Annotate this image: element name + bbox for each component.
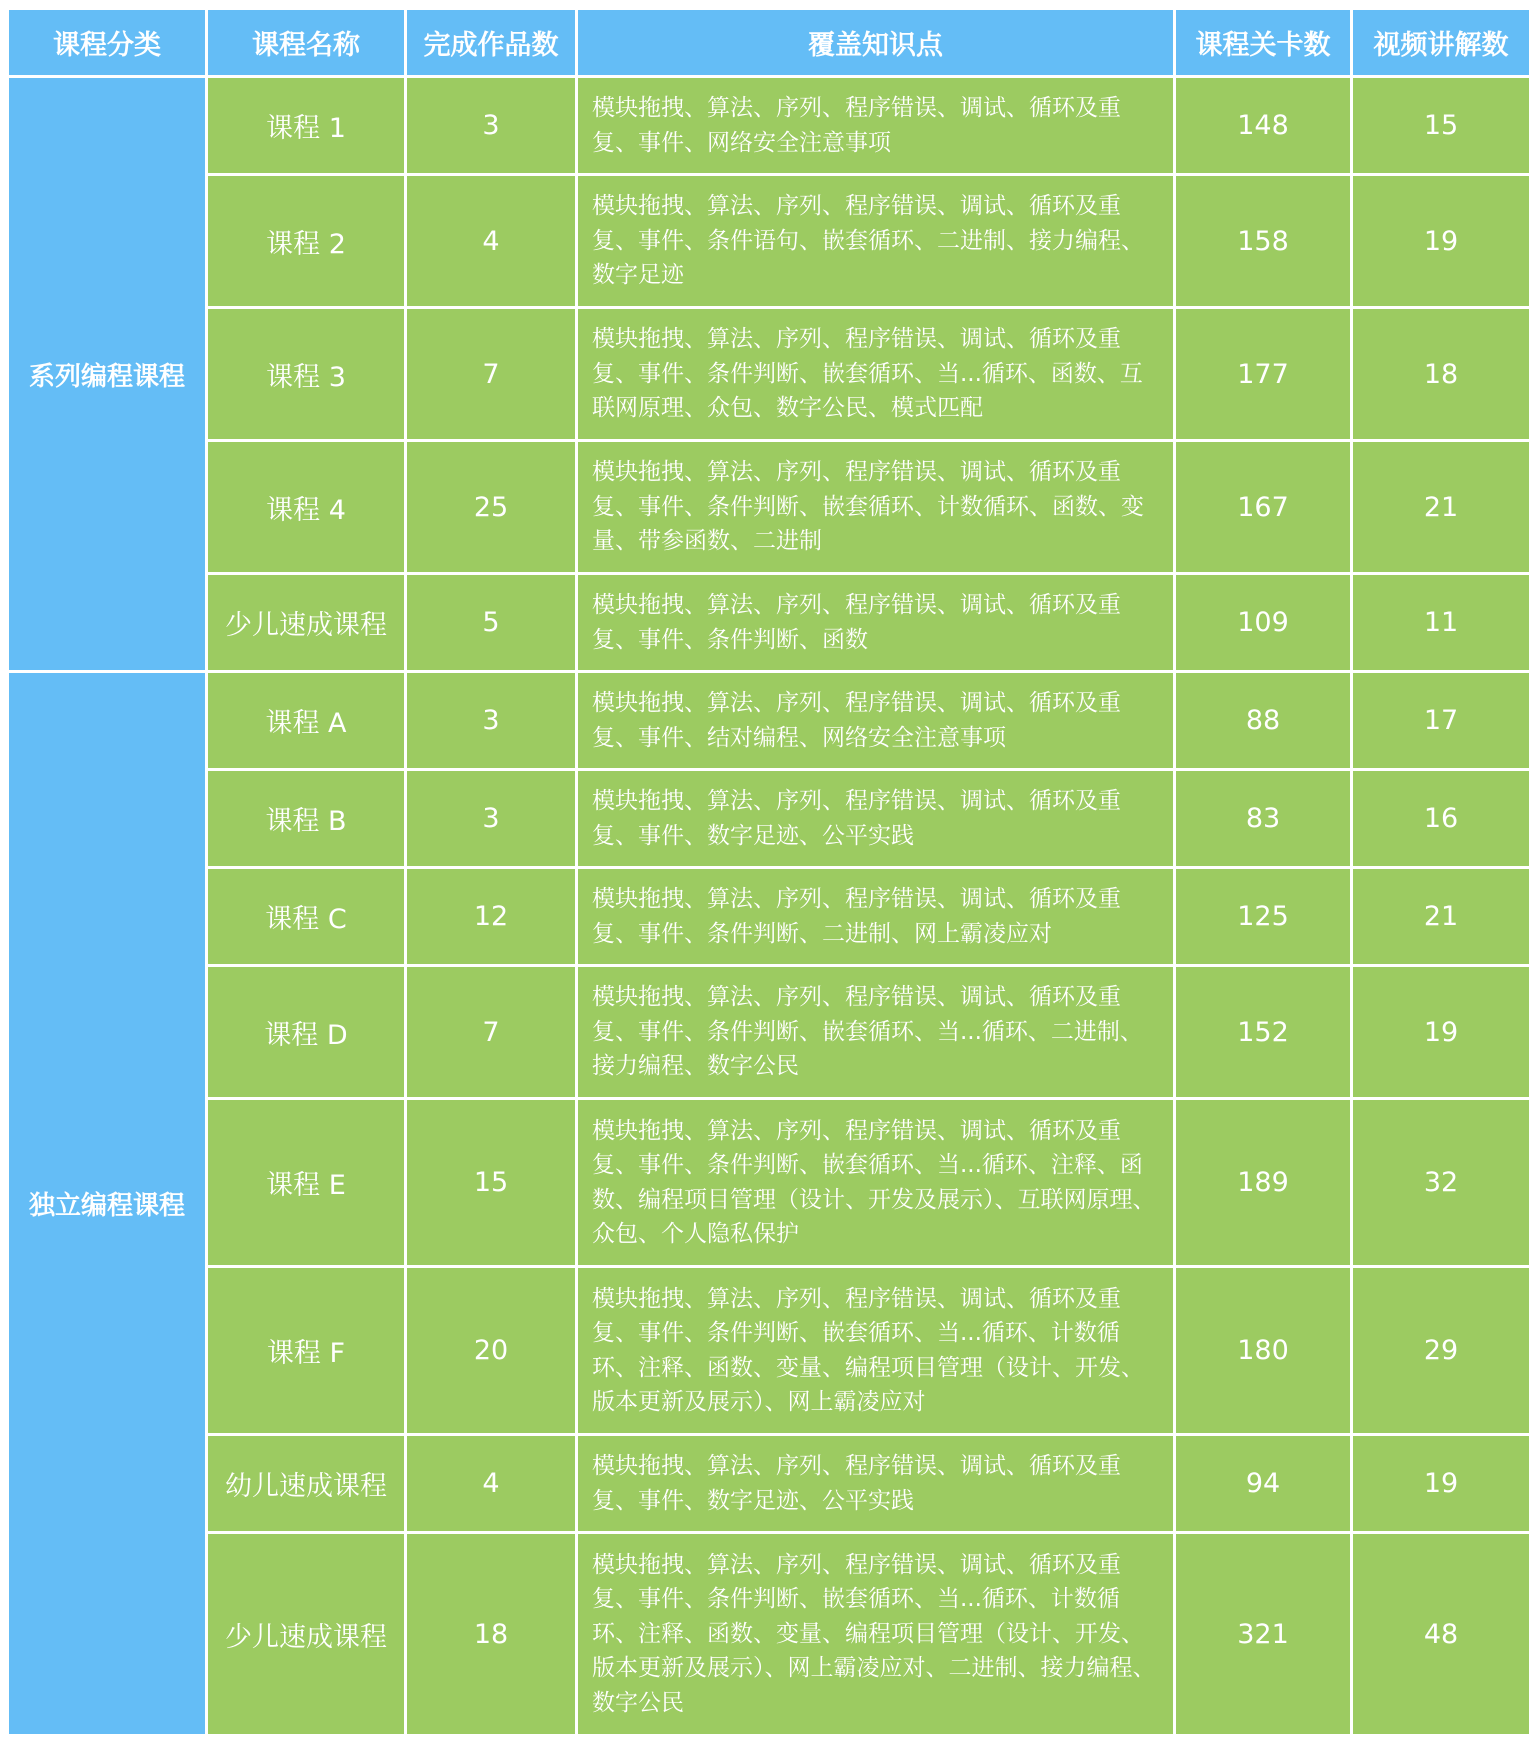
- videos-count-cell: 19: [1353, 1436, 1529, 1531]
- table-row: [9, 575, 1529, 670]
- course-name-cell: 课程 C: [208, 869, 404, 964]
- works-count-cell: 3: [407, 78, 575, 173]
- table-row: [9, 771, 1529, 866]
- levels-count-cell: 94: [1176, 1436, 1350, 1531]
- works-count-cell: 3: [407, 673, 575, 768]
- course-name-cell: 课程 B: [208, 771, 404, 866]
- videos-count-cell: 21: [1353, 442, 1529, 572]
- videos-count-cell: 11: [1353, 575, 1529, 670]
- videos-count-cell: 15: [1353, 78, 1529, 173]
- topics-cell: 模块拖拽、算法、序列、程序错误、调试、循环及重复、事件、条件判断、嵌套循环、计数循环、函数、变量、带参函数、二进制: [578, 442, 1173, 572]
- videos-count-cell: 32: [1353, 1100, 1529, 1265]
- topics-cell: 模块拖拽、算法、序列、程序错误、调试、循环及重复、事件、数字足迹、公平实践: [578, 771, 1173, 866]
- works-count-cell: 18: [407, 1534, 575, 1734]
- levels-count-cell: 152: [1176, 967, 1350, 1097]
- videos-count-cell: 48: [1353, 1534, 1529, 1734]
- videos-count-cell: 16: [1353, 771, 1529, 866]
- levels-count-cell: 177: [1176, 309, 1350, 439]
- table-row: [9, 1100, 1529, 1265]
- works-count-cell: 4: [407, 176, 575, 306]
- course-name-cell: 课程 D: [208, 967, 404, 1097]
- topics-cell: 模块拖拽、算法、序列、程序错误、调试、循环及重复、事件、条件判断、函数: [578, 575, 1173, 670]
- levels-count-cell: 148: [1176, 78, 1350, 173]
- table-row: [9, 176, 1529, 306]
- levels-count-cell: 83: [1176, 771, 1350, 866]
- levels-count-cell: 109: [1176, 575, 1350, 670]
- table-row: [9, 309, 1529, 439]
- course-name-cell: 少儿速成课程: [208, 1534, 404, 1734]
- course-name-cell: 课程 2: [208, 176, 404, 306]
- levels-count-cell: 88: [1176, 673, 1350, 768]
- works-count-cell: 7: [407, 967, 575, 1097]
- course-table: [6, 7, 1532, 1737]
- videos-count-cell: 19: [1353, 967, 1529, 1097]
- topics-cell: 模块拖拽、算法、序列、程序错误、调试、循环及重复、事件、数字足迹、公平实践: [578, 1436, 1173, 1531]
- videos-count-cell: 17: [1353, 673, 1529, 768]
- table-row: [9, 78, 1529, 173]
- course-name-cell: 课程 A: [208, 673, 404, 768]
- levels-count-cell: 321: [1176, 1534, 1350, 1734]
- topics-cell: 模块拖拽、算法、序列、程序错误、调试、循环及重复、事件、条件判断、嵌套循环、当...循环、函数、互联网原理、众包、数字公民、模式匹配: [578, 309, 1173, 439]
- levels-count-cell: 180: [1176, 1268, 1350, 1433]
- topics-cell: 模块拖拽、算法、序列、程序错误、调试、循环及重复、事件、结对编程、网络安全注意事项: [578, 673, 1173, 768]
- works-count-cell: 12: [407, 869, 575, 964]
- topics-cell: 模块拖拽、算法、序列、程序错误、调试、循环及重复、事件、条件判断、嵌套循环、当...循环、计数循环、注释、函数、变量、编程项目管理（设计、开发、版本更新及展示）、网上霸凌应对: [578, 1268, 1173, 1433]
- table-row: [9, 1436, 1529, 1531]
- levels-count-cell: 189: [1176, 1100, 1350, 1265]
- topics-cell: 模块拖拽、算法、序列、程序错误、调试、循环及重复、事件、条件判断、嵌套循环、当...循环、计数循环、注释、函数、变量、编程项目管理（设计、开发、版本更新及展示）、网上霸凌应对、二进制、接力编程、数字公民: [578, 1534, 1173, 1734]
- works-count-cell: 7: [407, 309, 575, 439]
- category-cell: 系列编程课程: [9, 78, 205, 670]
- course-name-cell: 课程 E: [208, 1100, 404, 1265]
- header-topics: 覆盖知识点: [578, 10, 1173, 75]
- table-row: [9, 1534, 1529, 1734]
- header-row: [9, 10, 1529, 75]
- header-works-count: 完成作品数: [407, 10, 575, 75]
- course-name-cell: 课程 F: [208, 1268, 404, 1433]
- videos-count-cell: 29: [1353, 1268, 1529, 1433]
- table-row: [9, 1268, 1529, 1433]
- header-videos-count: 视频讲解数: [1353, 10, 1529, 75]
- videos-count-cell: 21: [1353, 869, 1529, 964]
- works-count-cell: 5: [407, 575, 575, 670]
- works-count-cell: 15: [407, 1100, 575, 1265]
- topics-cell: 模块拖拽、算法、序列、程序错误、调试、循环及重复、事件、条件判断、二进制、网上霸凌应对: [578, 869, 1173, 964]
- topics-cell: 模块拖拽、算法、序列、程序错误、调试、循环及重复、事件、条件判断、嵌套循环、当...循环、二进制、接力编程、数字公民: [578, 967, 1173, 1097]
- header-course-name: 课程名称: [208, 10, 404, 75]
- course-name-cell: 课程 3: [208, 309, 404, 439]
- category-cell: 独立编程课程: [9, 673, 205, 1734]
- course-name-cell: 幼儿速成课程: [208, 1436, 404, 1531]
- table-row: [9, 442, 1529, 572]
- works-count-cell: 3: [407, 771, 575, 866]
- topics-cell: 模块拖拽、算法、序列、程序错误、调试、循环及重复、事件、条件语句、嵌套循环、二进制、接力编程、数字足迹: [578, 176, 1173, 306]
- levels-count-cell: 167: [1176, 442, 1350, 572]
- works-count-cell: 25: [407, 442, 575, 572]
- course-name-cell: 课程 4: [208, 442, 404, 572]
- header-levels-count: 课程关卡数: [1176, 10, 1350, 75]
- topics-cell: 模块拖拽、算法、序列、程序错误、调试、循环及重复、事件、网络安全注意事项: [578, 78, 1173, 173]
- table-row: [9, 673, 1529, 768]
- header-category: 课程分类: [9, 10, 205, 75]
- videos-count-cell: 19: [1353, 176, 1529, 306]
- course-name-cell: 课程 1: [208, 78, 404, 173]
- levels-count-cell: 158: [1176, 176, 1350, 306]
- levels-count-cell: 125: [1176, 869, 1350, 964]
- works-count-cell: 4: [407, 1436, 575, 1531]
- table-row: [9, 869, 1529, 964]
- table-row: [9, 967, 1529, 1097]
- topics-cell: 模块拖拽、算法、序列、程序错误、调试、循环及重复、事件、条件判断、嵌套循环、当...循环、注释、函数、编程项目管理（设计、开发及展示）、互联网原理、众包、个人隐私保护: [578, 1100, 1173, 1265]
- works-count-cell: 20: [407, 1268, 575, 1433]
- videos-count-cell: 18: [1353, 309, 1529, 439]
- course-name-cell: 少儿速成课程: [208, 575, 404, 670]
